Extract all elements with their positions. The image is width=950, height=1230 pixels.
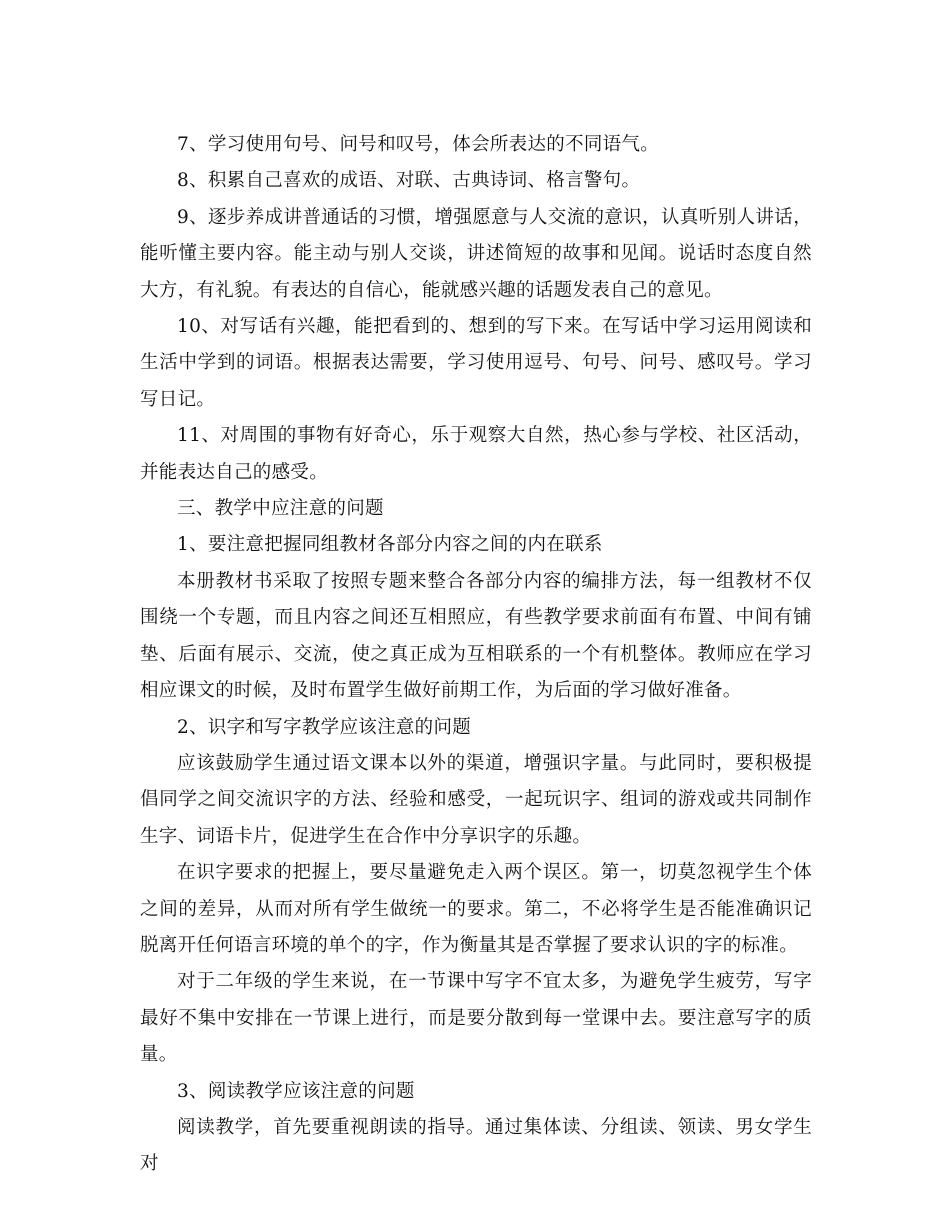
paragraph-item-10: 10、对写话有兴趣，能把看到的、想到的写下来。在写话中学习运用阅读和生活中学到的词语。根据表达需要，学习使用逗号、句号、问号、感叹号。学习写日记。 bbox=[140, 316, 812, 410]
subheading-3: 3、阅读教学应该注意的问题 bbox=[177, 1080, 415, 1102]
paragraph-reading-teaching: 阅读教学，首先要重视朗读的指导。通过集体读、分组读、领读、男女学生对 bbox=[140, 1116, 812, 1175]
section-heading-3: 三、教学中应注意的问题 bbox=[177, 498, 384, 520]
paragraph-item-7: 7、学习使用句号、问号和叹号，体会所表达的不同语气。 bbox=[177, 134, 660, 155]
paragraph-literacy-requirements: 在识字要求的把握上，要尽量避免走入两个误区。第一，切莫忽视学生个体之间的差异，从而对所有学生做统一的要求。第二，不必将学生是否能准确识记脱离开任何语言环境的单个的字，作为衡量其是否掌握了要求认识的字的标准。 bbox=[140, 862, 812, 956]
paragraph-textbook-structure: 本册教材书采取了按照专题来整合各部分内容的编排方法，每一组教材不仅围绕一个专题，而且内容之间还互相照应，有些教学要求前面有布置、中间有铺垫、后面有展示、交流，使之真正成为互相联系的一个有机整体。教师应在学习相应课文的时候，及时布置学生做好前期工作，为后面的学习做好准备。 bbox=[140, 570, 812, 702]
subheading-1: 1、要注意把握同组教材各部分内容之间的内在联系 bbox=[177, 534, 603, 556]
paragraph-item-9: 9、逐步养成讲普通话的习惯，增强愿意与人交流的意识，认真听别人讲话，能听懂主要内容。能主动与别人交谈，讲述简短的故事和见闻。说话时态度自然大方，有礼貌。有表达的自信心，能就感兴趣的话题发表自己的意见。 bbox=[140, 206, 812, 301]
paragraph-item-11: 11、对周围的事物有好奇心，乐于观察大自然，热心参与学校、社区活动，并能表达自己的感受。 bbox=[140, 425, 812, 483]
document-body bbox=[140, 127, 812, 1183]
paragraph-writing-practice: 对于二年级的学生来说，在一节课中写字不宜太多，为避免学生疲劳，写字最好不集中安排在一节课上进行，而是要分散到每一堂课中去。要注意写字的质量。 bbox=[140, 971, 812, 1066]
paragraph-item-8: 8、积累自己喜欢的成语、对联、古典诗词、格言警句。 bbox=[177, 170, 641, 192]
subheading-2: 2、识字和写字教学应该注意的问题 bbox=[177, 716, 472, 738]
paragraph-literacy-channels: 应该鼓励学生通过语文课本以外的渠道，增强识字量。与此同时，要积极提倡同学之间交流识字的方法、经验和感受，一起玩识字、组词的游戏或共同制作生字、词语卡片，促进学生在合作中分享识字的乐趣。 bbox=[140, 752, 812, 847]
